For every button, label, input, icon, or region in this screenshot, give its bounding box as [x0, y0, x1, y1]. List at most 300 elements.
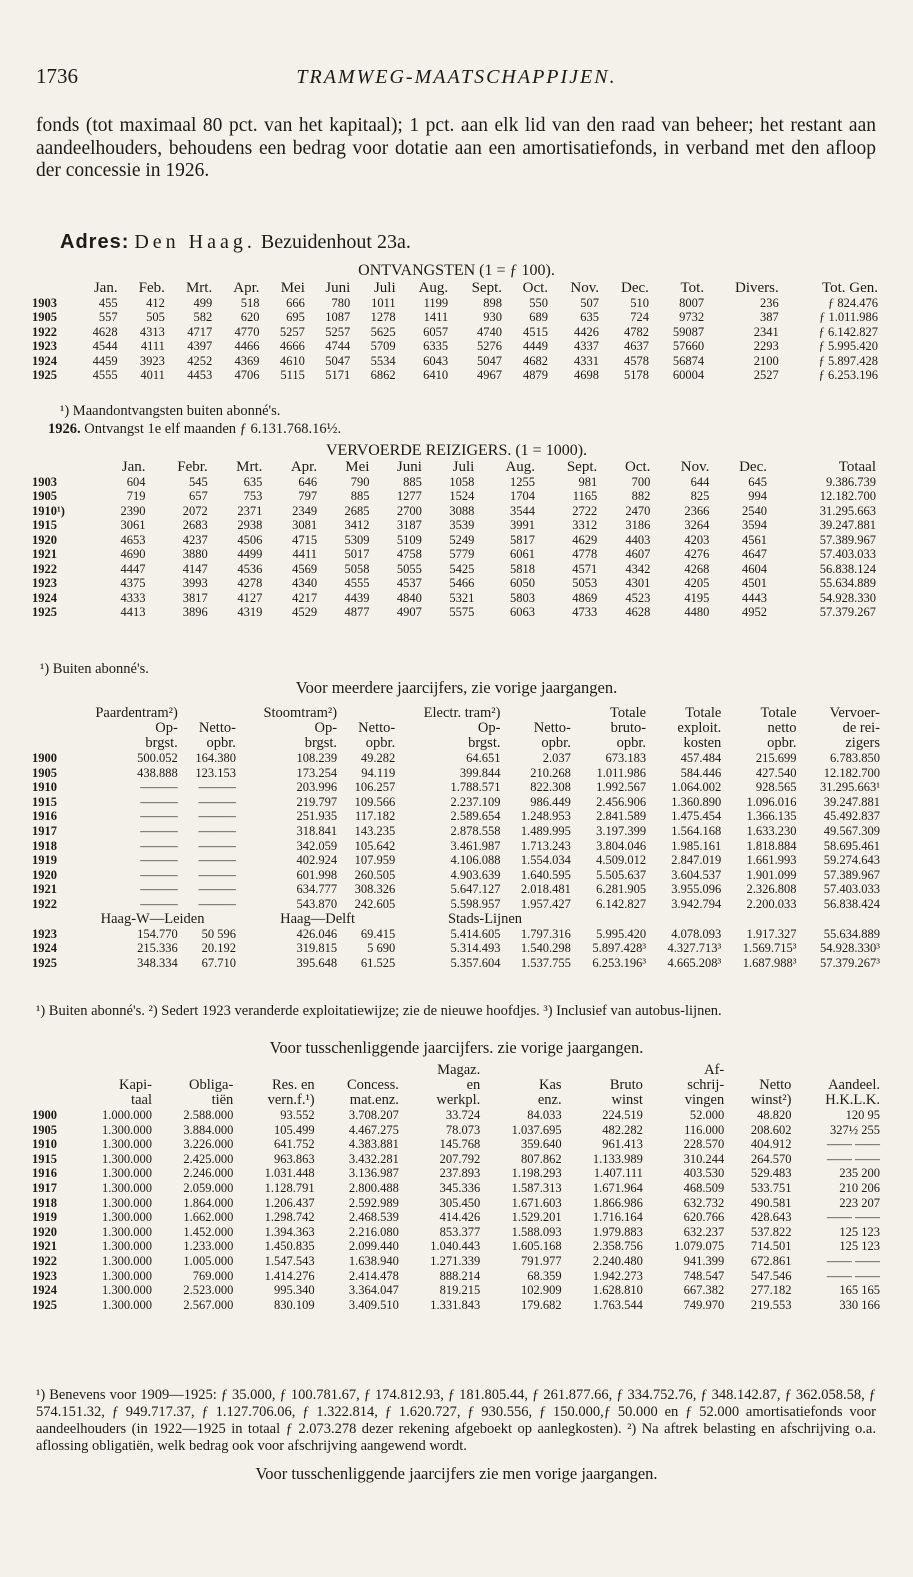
- exploitatie-cell: 1.713.243: [520, 838, 571, 853]
- ontvangsten-cell: 4740: [477, 324, 503, 339]
- reizigers-cell: 4569: [292, 561, 318, 576]
- exploitatie-cell: 6.142.827: [596, 896, 647, 911]
- exploitatie-cell: 928.565: [755, 780, 797, 795]
- exploitatie-header-row: [32, 736, 882, 751]
- reizigers-cell: 4276: [684, 547, 710, 561]
- ontvangsten-header-cell: Sept.: [471, 280, 503, 296]
- ontvangsten-cell: 1011: [371, 295, 396, 310]
- exploitatie-cell: ———: [198, 794, 236, 809]
- balans-cell: 672.861: [750, 1253, 792, 1268]
- exploitatie-cell: 1.537.755: [520, 955, 571, 970]
- reizigers-cell: 4628: [625, 605, 651, 619]
- balans-header-cell: Obliga-: [189, 1077, 234, 1093]
- reizigers-cell: 4733: [572, 605, 598, 619]
- ontvangsten-cell: 4252: [187, 353, 213, 368]
- exploitatie-header-cell: exploit.: [677, 720, 722, 736]
- ontvangsten-cell: 5178: [623, 368, 649, 382]
- exploitatie-cell: 3.461.987: [450, 838, 501, 853]
- exploitatie-cell: 3.604.537: [671, 867, 722, 882]
- reizigers-cell: 3187: [396, 518, 422, 532]
- balans-cell: 1.450.835: [264, 1239, 315, 1254]
- exploitatie-cell: 426.046: [296, 926, 338, 941]
- balans-cell: 207.792: [439, 1151, 481, 1166]
- balans-cell: 4.383.881: [348, 1137, 399, 1152]
- balans-cell: 120 95: [845, 1108, 880, 1122]
- ontvangsten-header-cell: [32, 281, 74, 296]
- exploitatie-cell: ———: [140, 809, 178, 824]
- balans-header-cell: Concess.: [346, 1077, 399, 1093]
- balans-cell: 1916: [32, 1166, 57, 1181]
- page-number: 1736: [36, 64, 78, 88]
- reizigers-cell: 645: [748, 474, 767, 489]
- exploitatie-cell: 1910: [32, 780, 57, 795]
- reizigers-cell: 4439: [344, 590, 370, 605]
- ontvangsten-cell: 4782: [623, 324, 649, 339]
- exploitatie-cell: 1.901.099: [746, 867, 797, 882]
- balans-more: Voor tusschenliggende jaarcijfers zie men vorige jaargangen.: [255, 1464, 658, 1483]
- exploitatie-header-cell: Netto-: [533, 720, 571, 736]
- balans-cell: 228.570: [683, 1137, 725, 1152]
- exploitatie-cell: 4.903.639: [450, 867, 501, 882]
- exploitatie-cell: 57.379.267³: [820, 955, 880, 970]
- balans-header-cell: vingen: [684, 1092, 725, 1108]
- exploitatie-header-row: [32, 706, 882, 721]
- exploitatie-header-cell: bruto-: [610, 720, 647, 736]
- exploitatie-row: [32, 956, 882, 971]
- exploitatie-cell: 5.314.493: [450, 941, 501, 956]
- exploitatie-cell: ———: [140, 882, 178, 897]
- balans-cell: 1919: [32, 1210, 57, 1225]
- balans-header-cell: winst²): [750, 1092, 792, 1108]
- exploitatie-header-cell: opbr.: [365, 735, 396, 751]
- exploitatie-cell: 1.569.715³: [742, 941, 797, 956]
- exploitatie-header-cell: [502, 706, 572, 721]
- balans-cell: 237.893: [439, 1166, 481, 1181]
- reizigers-cell: 4205: [684, 576, 710, 590]
- intro-paragraph: fonds (tot maximaal 80 pct. van het kapitaal); 1 pct. aan elk lid van den raad van beheer; het restant aan aandeelhouders, behoudens een bedrag voor dotatie aan een amortisatiefonds, in verband met den afloop der concessie in 1926.: [36, 115, 876, 181]
- reizigers-cell: 4877: [344, 605, 370, 619]
- ontvangsten-cell: 505: [146, 310, 165, 324]
- balans-cell: 2.240.480: [592, 1253, 643, 1268]
- balans-cell: 1905: [32, 1122, 57, 1137]
- ontvangsten-cell: 780: [331, 295, 351, 310]
- exploitatie-row: [32, 780, 882, 795]
- ontvangsten-cell: 898: [483, 295, 503, 310]
- ontvangsten-cell: 4313: [139, 324, 165, 339]
- ontvangsten-header-cell: Divers.: [735, 280, 779, 296]
- exploitatie-cell: ———: [140, 853, 178, 868]
- ontvangsten-row: [32, 354, 880, 369]
- balans-cell: 2.059.000: [183, 1180, 234, 1195]
- ontvangsten-cell: 4449: [523, 339, 549, 353]
- exploitatie-cell: 31.295.663¹: [820, 780, 880, 795]
- balans-cell: 4.467.275: [348, 1122, 399, 1137]
- exploitatie-cell: ———: [198, 838, 236, 853]
- reizigers-cell: 4268: [684, 561, 710, 576]
- reizigers-cell: 3081: [292, 518, 318, 532]
- balans-cell: 1920: [32, 1224, 57, 1239]
- reizigers-cell: 981: [578, 474, 598, 489]
- reizigers-cell: 1165: [572, 489, 598, 503]
- exploitatie-header-cell: de rei-: [842, 720, 880, 736]
- exploitatie-cell: 1920: [32, 867, 57, 882]
- exploitatie-cell: 203.996: [296, 780, 338, 795]
- exploitatie-cell: 1.917.327: [746, 926, 797, 941]
- reizigers-cell: 1910¹): [32, 503, 65, 518]
- balans-cell: 305.450: [439, 1195, 481, 1210]
- balans-row: [32, 1225, 882, 1240]
- exploitatie-cell: 5.647.127: [450, 882, 501, 897]
- reizigers-cell: 4480: [684, 605, 710, 619]
- reizigers-cell: 4301: [625, 576, 651, 590]
- exploitatie-cell: 3.804.046: [596, 838, 647, 853]
- balans-cell: 3.226.000: [183, 1137, 234, 1152]
- exploitatie-cell: 2.326.808: [746, 882, 797, 897]
- ontvangsten-cell: 5047: [477, 353, 503, 368]
- reizigers-cell: 4869: [572, 590, 598, 605]
- address-city: Den Haag.: [134, 231, 256, 253]
- ontvangsten-cell: 666: [286, 295, 305, 310]
- reizigers-cell: 2683: [182, 518, 208, 532]
- reizigers-cell: 753: [243, 489, 263, 503]
- ontvangsten-cell: 4555: [92, 368, 118, 382]
- ontvangsten-cell: 1199: [423, 295, 449, 310]
- reizigers-cell: 1925: [32, 605, 57, 619]
- reizigers-cell: 2072: [182, 503, 208, 518]
- reizigers-cell: 4537: [396, 576, 422, 590]
- reizigers-row: [32, 591, 878, 606]
- reizigers-cell: 39.247.881: [819, 518, 876, 532]
- exploitatie-cell: 1.554.034: [520, 853, 571, 868]
- balans-cell: 277.182: [750, 1283, 792, 1298]
- reizigers-cell: 31.295.663: [819, 503, 876, 518]
- exploitatie-header-cell: opbr.: [541, 735, 571, 751]
- ontvangsten-cell: 4717: [187, 324, 213, 339]
- exploitatie-header-cell: Electr. tram²): [423, 705, 501, 721]
- balans-header-cell: Magaz.: [437, 1062, 481, 1078]
- reizigers-cell: 3061: [120, 518, 146, 532]
- reizigers-cell: 4447: [120, 561, 146, 576]
- ontvangsten-cell: 9732: [679, 310, 705, 324]
- balans-row: [32, 1196, 882, 1211]
- exploitatie-cell: 4.327.713³: [667, 941, 722, 956]
- exploitatie-cell: 1916: [32, 809, 57, 824]
- reizigers-cell: 994: [748, 489, 767, 503]
- balans-cell: 632.732: [683, 1195, 725, 1210]
- reizigers-cell: 2390: [120, 503, 146, 518]
- balans-row: [32, 1210, 882, 1225]
- reizigers-row: [32, 562, 878, 577]
- balans-header-cell: Kas: [539, 1077, 562, 1093]
- ontvangsten-cell: 5276: [477, 339, 503, 353]
- balans-header-cell: en: [466, 1077, 481, 1093]
- exploitatie-cell: 4.509.012: [596, 853, 647, 868]
- balans-cell: 1925: [32, 1297, 57, 1312]
- reizigers-cell: 4715: [292, 532, 318, 547]
- exploitatie-header-cell: opbr.: [616, 735, 647, 751]
- balans-cell: 1922: [32, 1253, 57, 1268]
- exploitatie-cell: 6.783.850: [830, 751, 880, 765]
- reizigers-cell: 6061: [510, 547, 536, 561]
- ontvangsten-cell: 6043: [423, 353, 449, 368]
- ontvangsten-cell: 387: [760, 310, 779, 324]
- balans-header-cell: [317, 1063, 401, 1078]
- balans-header-cell: [32, 1063, 73, 1078]
- exploitatie-header-cell: zigers: [845, 735, 880, 751]
- ontvangsten-cell: 1922: [32, 324, 57, 339]
- balans-cell: 2.425.000: [183, 1151, 234, 1166]
- balans-header-cell: Bruto: [609, 1077, 643, 1093]
- exploitatie-row: [32, 941, 882, 956]
- reizigers-cell: 4536: [237, 561, 263, 576]
- balans-cell: 1.031.448: [264, 1166, 315, 1181]
- balans-footnote: ¹) Benevens voor 1909—1925: ƒ 35.000, ƒ 100.781.67, ƒ 174.812.93, ƒ 181.805.44, ƒ 261.877.66, ƒ 334.752.76, ƒ 348.142.87, ƒ 362.058.58, ƒ 574.151.32, ƒ 949.717.37, ƒ 1.127.706.06, ƒ 1.322.814, ƒ 1.620.727, ƒ 930.556, ƒ 150.000,ƒ 50.000 en ƒ 52.000 amortisatiefonds voor aandeelhouders (in 1922—1925 in totaal ƒ 2.073.278 dezer rekening afgeboekt op aanlegkosten). ²) Na aftrek belasting en afschrijving o.a. aflossing obligatiën, welk bedrag ook voor afschrijving aangewend wordt.: [36, 1387, 876, 1454]
- balans-cell: 1.300.000: [101, 1283, 152, 1298]
- exploitatie-cell: 438.888: [137, 765, 178, 780]
- balans-row: [32, 1166, 882, 1181]
- balans-cell: 1.605.168: [511, 1239, 562, 1254]
- reizigers-cell: 4195: [684, 590, 710, 605]
- balans-header-cell: H.K.L.K.: [825, 1092, 880, 1108]
- balans-cell: 1.864.000: [183, 1195, 234, 1210]
- exploitatie-cell: 215.699: [755, 751, 797, 765]
- balans-cell: 620.766: [683, 1210, 725, 1225]
- reizigers-cell: 3544: [510, 503, 536, 518]
- balans-cell: 1.300.000: [101, 1297, 152, 1312]
- exploitatie-cell: 634.777: [296, 882, 338, 897]
- balans-cell: 1.300.000: [101, 1166, 152, 1181]
- exploitatie-row: [32, 927, 882, 942]
- exploitatie-cell: 1923: [32, 926, 57, 941]
- balans-cell: 963.863: [274, 1151, 315, 1166]
- balans-cell: 1.198.293: [511, 1166, 562, 1181]
- exploitatie-cell: 50 596: [201, 926, 236, 941]
- balans-cell: 359.640: [520, 1137, 562, 1152]
- reizigers-cell: 5466: [449, 576, 475, 590]
- balans-cell: 632.237: [683, 1224, 725, 1239]
- balans-cell: 641.752: [274, 1137, 315, 1152]
- ontvangsten-cell: 412: [146, 295, 165, 310]
- balans-cell: 33.724: [445, 1108, 481, 1122]
- reizigers-header-cell: Juli: [452, 459, 475, 475]
- ontvangsten-cell: 695: [286, 310, 305, 324]
- balans-header-cell: [482, 1063, 563, 1078]
- exploitatie-cell: 59.274.643: [823, 853, 880, 868]
- reizigers-row: [32, 489, 878, 504]
- reizigers-cell: 3412: [344, 518, 370, 532]
- balans-header-cell: [32, 1093, 73, 1108]
- reizigers-cell: 1923: [32, 576, 57, 590]
- reizigers-cell: 657: [188, 489, 208, 503]
- exploitatie-cell: 173.254: [296, 765, 338, 780]
- ontvangsten-row: [32, 325, 880, 340]
- ontvangsten-cell: ƒ 5.897.428: [818, 353, 878, 368]
- reizigers-row: [32, 533, 878, 548]
- reizigers-cell: 604: [126, 474, 146, 489]
- balans-cell: —— ——: [826, 1151, 880, 1166]
- ontvangsten-cell: 4459: [92, 353, 118, 368]
- exploitatie-cell: ———: [198, 853, 236, 868]
- reizigers-cell: 3896: [182, 605, 208, 619]
- ontvangsten-cell: 635: [580, 310, 600, 324]
- balans-cell: 345.336: [439, 1180, 481, 1195]
- exploitatie-cell: 1.640.595: [520, 867, 571, 882]
- reizigers-cell: 2938: [237, 518, 263, 532]
- exploitatie-cell: 154.770: [137, 926, 178, 941]
- exploitatie-more: Voor tusschenliggende jaarcijfers. zie vorige jaargangen.: [269, 1038, 644, 1057]
- balans-cell: 482.282: [602, 1122, 643, 1137]
- reizigers-header-cell: Mei: [345, 459, 370, 475]
- exploitatie-cell: 1.788.571: [450, 780, 501, 795]
- reizigers-cell: 1903: [32, 474, 57, 489]
- ontvangsten-cell: 557: [98, 310, 118, 324]
- reizigers-cell: 3264: [684, 518, 710, 532]
- ontvangsten-cell: 4610: [279, 353, 305, 368]
- balans-cell: 2.800.488: [348, 1180, 399, 1195]
- exploitatie-header-cell: Paardentram²): [95, 705, 178, 721]
- exploitatie-cell: 2.037: [542, 751, 571, 765]
- exploitatie-cell: 4.665.208³: [667, 955, 722, 970]
- ontvangsten-cell: 507: [580, 295, 600, 310]
- reizigers-row: [32, 547, 878, 562]
- exploitatie-cell: 123.153: [195, 765, 236, 780]
- ontvangsten-cell: 1925: [32, 368, 57, 382]
- reizigers-cell: 55.634.889: [819, 576, 876, 590]
- exploitatie-cell: 1.797.316: [520, 926, 571, 941]
- reizigers-cell: 4147: [182, 561, 208, 576]
- exploitatie-cell: 2.841.589: [596, 809, 647, 824]
- balans-cell: 1.300.000: [101, 1224, 152, 1239]
- exploitatie-cell: 399.844: [459, 765, 501, 780]
- reizigers-cell: 1058: [449, 474, 475, 489]
- exploitatie-cell: ———: [140, 794, 178, 809]
- reizigers-cell: 4375: [120, 576, 146, 590]
- reizigers-cell: 6063: [510, 605, 536, 619]
- exploitatie-cell: 56.838.424: [823, 896, 880, 911]
- ontvangsten-cell: 1923: [32, 339, 57, 353]
- balans-cell: 995.340: [274, 1283, 315, 1298]
- exploitatie-cell: 1.011.986: [596, 765, 647, 780]
- balans-cell: 3.364.047: [348, 1283, 399, 1298]
- exploitatie-header-cell: brgst.: [304, 735, 338, 751]
- reizigers-row: [32, 605, 878, 620]
- ontvangsten-cell: ƒ 6.253.196: [818, 368, 878, 382]
- exploitatie-cell: 348.334: [137, 955, 178, 970]
- reizigers-cell: 56.838.124: [819, 561, 876, 576]
- reizigers-cell: 885: [350, 489, 370, 503]
- reizigers-cell: 2685: [344, 503, 370, 518]
- balans-cell: 2.358.756: [592, 1239, 643, 1254]
- reizigers-header-cell: Oct.: [624, 459, 651, 475]
- balans-cell: 68.359: [527, 1268, 562, 1283]
- balans-cell: 1.628.810: [592, 1283, 643, 1298]
- balans-row: [32, 1152, 882, 1167]
- exploitatie-cell: 49.567.309: [823, 823, 880, 838]
- reizigers-cell: 5053: [572, 576, 598, 590]
- balans-cell: —— ——: [826, 1210, 880, 1225]
- ontvangsten-cell: 4744: [325, 339, 351, 353]
- ontvangsten-cell: 510: [630, 295, 649, 310]
- reizigers-cell: 5575: [449, 605, 475, 619]
- balans-row: [32, 1298, 882, 1313]
- reizigers-cell: 700: [631, 474, 651, 489]
- reizigers-cell: 5779: [449, 547, 475, 561]
- balans-header-row: [32, 1093, 882, 1108]
- reizigers-cell: 4604: [742, 561, 767, 576]
- ontvangsten-header-cell: Mrt.: [185, 280, 213, 296]
- exploitatie-cell: 64.651: [466, 751, 501, 765]
- ontvangsten-cell: 2100: [753, 353, 779, 368]
- balans-cell: 529.483: [750, 1166, 792, 1181]
- ontvangsten-cell: 518: [240, 295, 260, 310]
- balans-cell: 1.671.603: [511, 1195, 562, 1210]
- ontvangsten-cell: 236: [760, 295, 779, 310]
- balans-cell: 468.509: [683, 1180, 725, 1195]
- exploitatie-cell: 319.815: [296, 941, 338, 956]
- reizigers-cell: 635: [243, 474, 263, 489]
- balans-cell: 1.271.339: [430, 1253, 481, 1268]
- ontvangsten-header-cell: Oct.: [522, 280, 549, 296]
- reizigers-cell: 3991: [510, 518, 536, 532]
- reizigers-cell: 3088: [449, 503, 475, 518]
- ontvangsten-cell: 499: [193, 295, 213, 310]
- reizigers-cell: 1905: [32, 489, 57, 503]
- ontvangsten-header-cell: Jan.: [93, 280, 118, 296]
- ontvangsten-cell: 4666: [279, 339, 305, 353]
- exploitatie-cell: ———: [140, 780, 178, 795]
- ontvangsten-cell: 59087: [672, 324, 705, 339]
- exploitatie-cell: 1.540.298: [520, 941, 571, 956]
- exploitatie-table: [32, 706, 882, 970]
- balans-cell: 807.862: [520, 1151, 562, 1166]
- exploitatie-cell: 55.634.889: [823, 926, 880, 941]
- reizigers-cell: 1920: [32, 532, 57, 547]
- exploitatie-cell: 673.183: [605, 751, 647, 765]
- balans-row: [32, 1108, 882, 1123]
- exploitatie-cell: 3.942.794: [671, 896, 722, 911]
- balans-cell: 1.206.437: [264, 1195, 315, 1210]
- reizigers-header-cell: Febr.: [177, 459, 208, 475]
- balans-header-cell: [73, 1063, 154, 1078]
- ontvangsten-cell: 724: [630, 310, 649, 324]
- exploitatie-cell: 342.059: [296, 838, 338, 853]
- balans-cell: 330 166: [839, 1297, 880, 1312]
- reizigers-cell: 4653: [120, 532, 146, 547]
- ontvangsten-cell: 3923: [139, 353, 165, 368]
- balans-cell: 52.000: [689, 1108, 725, 1122]
- exploitatie-header-cell: netto: [767, 720, 797, 736]
- reizigers-cell: 4443: [742, 590, 767, 605]
- ontvangsten-header-cell: Feb.: [138, 280, 165, 296]
- exploitatie-cell: 5.598.957: [450, 896, 501, 911]
- exploitatie-cell: ———: [198, 780, 236, 795]
- reizigers-cell: 646: [298, 474, 318, 489]
- exploitatie-header-row: [32, 721, 882, 736]
- reizigers-cell: 4203: [684, 532, 710, 547]
- ontvangsten-cell: 60004: [672, 368, 705, 382]
- exploitatie-cell: 117.182: [355, 809, 396, 824]
- exploitatie-row: [32, 795, 882, 810]
- reizigers-cell: 1922: [32, 561, 57, 576]
- exploitatie-header-cell: opbr.: [767, 735, 797, 751]
- exploitatie-cell: 4.106.088: [450, 853, 501, 868]
- balans-cell: 1923: [32, 1268, 57, 1283]
- reizigers-cell: 12.182.700: [819, 489, 876, 503]
- ontvangsten-cell: 4637: [623, 339, 649, 353]
- reizigers-cell: 5321: [449, 590, 475, 605]
- reizigers-cell: 2349: [292, 503, 318, 518]
- exploitatie-cell: 822.308: [530, 780, 571, 795]
